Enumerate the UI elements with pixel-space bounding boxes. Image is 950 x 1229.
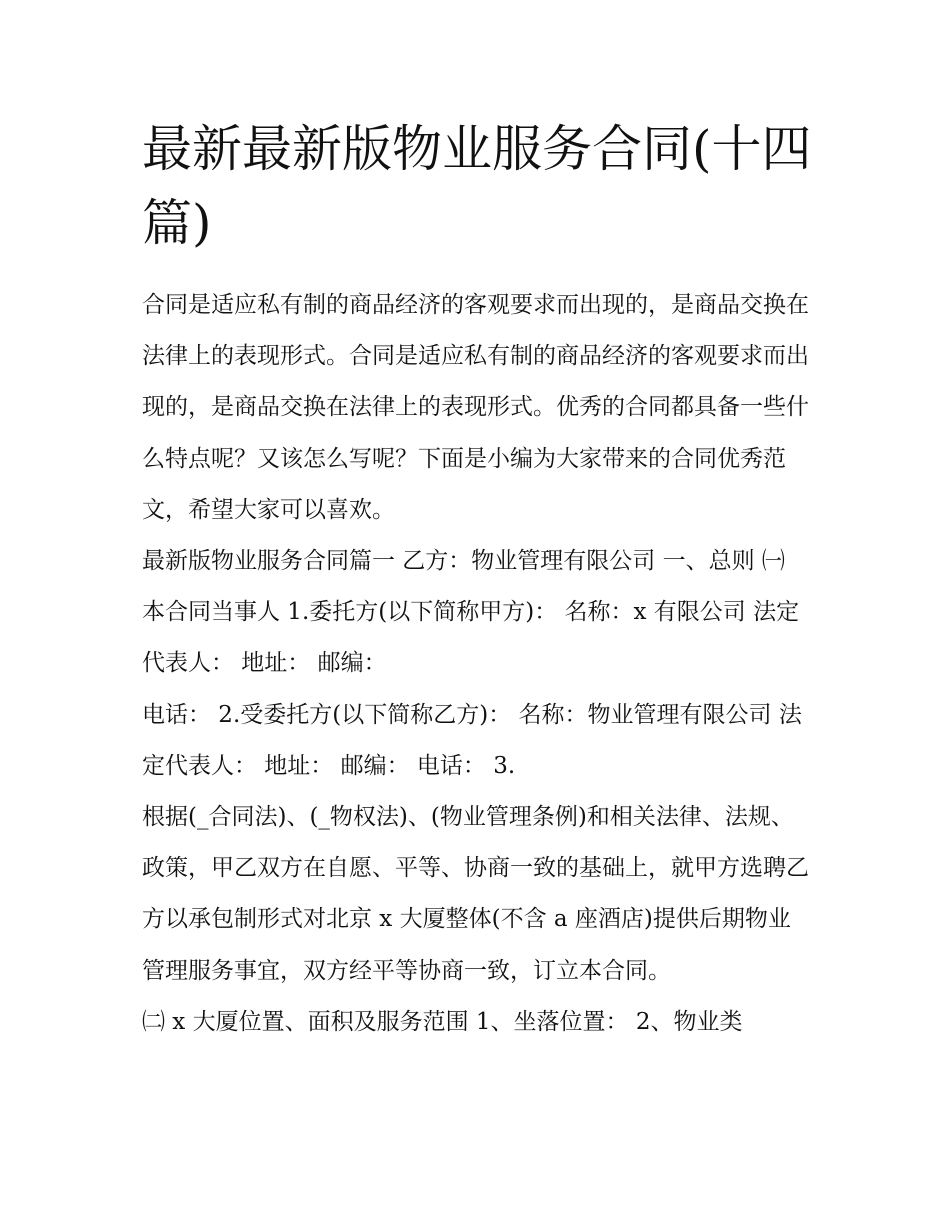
paragraph-basis: 根据(_合同法)、(_物权法)、(物业管理条例)和相关法律、法规、政策，甲乙双方在自愿、平等、协商一致的基础上，就甲方选聘乙方以承包制形式对北京 x 大厦整体(不含 a 座酒店)提供后期物业管理服务事宜，双方经平等协商一致，订立本合同。 — [142, 804, 809, 984]
paragraph-location: ㈡ x 大厦位置、面积及服务范围 1、坐落位置： 2、物业类 — [142, 1008, 743, 1035]
paragraph-contact: 电话： 2.受委托方(以下简称乙方)： 名称：物业管理有限公司 法定代表人： 地址： 邮编： 电话： 3. — [142, 701, 802, 779]
document-body — [142, 280, 812, 1048]
paragraph-parties: 最新版物业服务合同篇一 乙方：物业管理有限公司 一、总则 ㈠ 本合同当事人 1.委托方(以下简称甲方)： 名称：x 有限公司 法定代表人： 地址： 邮编： — [142, 548, 800, 677]
document-title: 最新最新版物业服务合同(十四篇) — [142, 120, 812, 252]
document-page — [142, 112, 812, 1048]
paragraph-intro: 合同是适应私有制的商品经济的客观要求而出现的，是商品交换在法律上的表现形式。合同是适应私有制的商品经济的客观要求而出现的，是商品交换在法律上的表现形式。优秀的合同都具备一些什么特点呢？又该怎么写呢？下面是小编为大家带来的合同优秀范文，希望大家可以喜欢。 — [142, 292, 809, 523]
